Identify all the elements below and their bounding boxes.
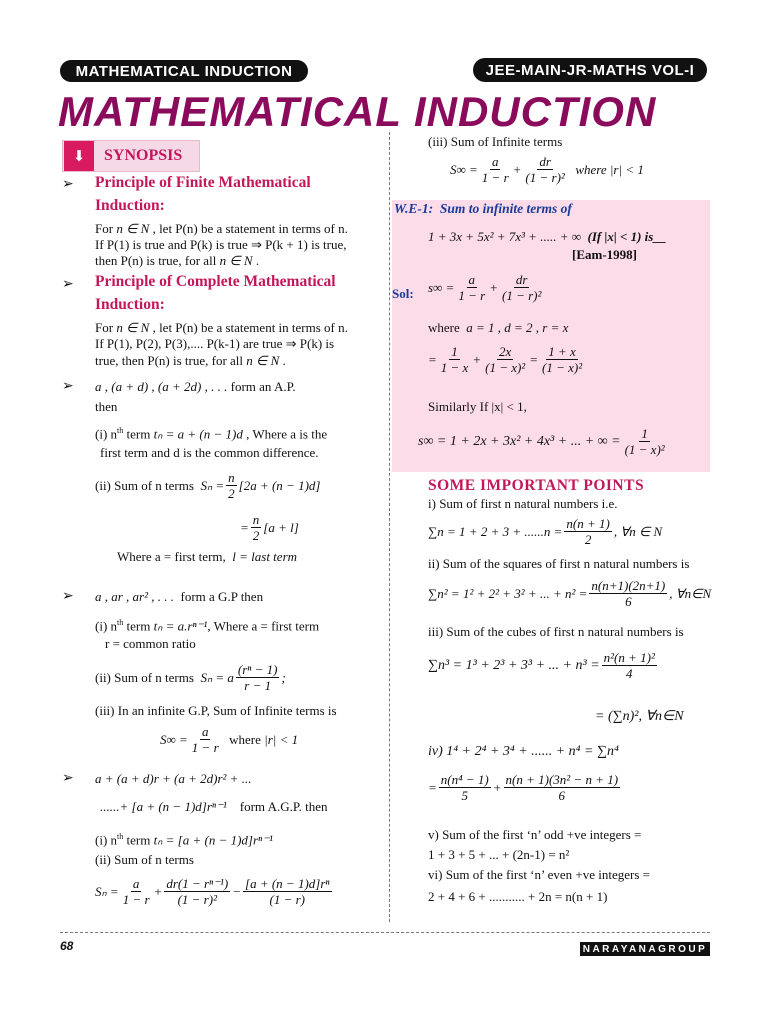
worked-example-ref: [Eam-1998]	[572, 247, 637, 262]
important-points-title: SOME IMPORTANT POINTS	[428, 477, 645, 494]
point-1-text: i) Sum of first n natural numbers i.e.	[428, 496, 618, 511]
gp-sum-formula: (ii) Sum of n terms Sₙ = a $\frac{\text{(rⁿ − 1)}}{r - 1}$ ;	[95, 662, 286, 693]
point-4-formula-2: = $\frac{\text{n(n⁴ − 1)}}{5}$ + $\frac{\text{n(n + 1)(3n² − n + 1)}}{6}$	[428, 772, 619, 803]
solution-formula: s∞ = $\frac{a}{1 - r}$ + $\frac{dr}{\text{(1 − r)²}}$	[428, 272, 542, 303]
point-1-formula: ∑n = 1 + 2 + 3 + ......n = $\frac{n(n + 1)}{2}$ , ∀n ∈ N	[428, 516, 663, 547]
bullet-arrow-icon: ➢	[62, 771, 74, 786]
point-5-text: v) Sum of the first ‘n’ odd +ve integers =	[428, 827, 642, 842]
ap-sum-formula-2: = $\frac{n}{2}$ [a + l]	[240, 512, 299, 543]
finite-line-1: For n ∈ N , let P(n) be a statement in terms of n.	[95, 221, 348, 236]
gp-infinite-formula: S∞ = $\frac{a}{1 - r}$ where |r| < 1	[160, 724, 299, 755]
ap-sequence: a , (a + d) , (a + 2d) , . . . form an A.P.	[95, 379, 296, 394]
chapter-pill-text: MATHEMATICAL INDUCTION	[75, 62, 293, 80]
gp-nth-term: (i) $n^{th}$ term tₙ = a.rⁿ⁻¹, Where a = first term	[95, 618, 320, 634]
page-title: MATHEMATICAL INDUCTION	[58, 88, 657, 135]
complete-line-3: true, then P(n) is true, for all n ∈ N .	[95, 353, 286, 368]
point-6-text: vi) Sum of the first ‘n’ even +ve integers =	[428, 867, 651, 882]
ap-nth-term: (i) $n^{th}$ term tₙ = a + (n − 1)d , Where a is the	[95, 426, 328, 442]
volume-pill	[473, 58, 707, 82]
bullet-arrow-icon: ➢	[62, 277, 74, 292]
finite-heading: Principle of Finite Mathematical	[95, 174, 311, 191]
ap-sum-formula: (ii) Sum of n terms Sₙ = $\frac{n}{2}$ [2a + (n − 1)d]	[95, 470, 321, 501]
complete-line-2: If P(1), P(2), P(3),.... P(k-1) are true ⇒ P(k) is	[95, 336, 335, 351]
page-number: 68	[60, 939, 74, 953]
ap-nth-term-cont: first term and d is the common difference.	[100, 445, 319, 460]
gp-infinite-label: (iii) In an infinite G.P, Sum of Infinite terms is	[95, 703, 337, 718]
solution-label: Sol:	[392, 286, 414, 301]
point-3-text: iii) Sum of the cubes of first n natural numbers is	[428, 624, 684, 639]
down-arrow-icon: ⬇	[64, 141, 94, 171]
solution-final: s∞ = 1 + 2x + 3x² + 4x³ + ... + ∞ = $\frac{1}{\text{(1 − x)²}}$	[418, 426, 665, 457]
solution-where: where a = 1 , d = 2 , r = x	[428, 320, 569, 335]
agp-sequence: a + (a + d)r + (a + 2d)r² + ...	[95, 771, 252, 786]
point-2-text: ii) Sum of the squares of first n natural numbers is	[428, 556, 690, 571]
ap-then: then	[95, 399, 118, 414]
point-3-formula-2: = (∑n)², ∀n∈N	[595, 709, 684, 724]
brand-footer: NARAYANAGROUP	[580, 942, 710, 956]
point-6-formula: 2 + 4 + 6 + ........... + 2n = n(n + 1)	[428, 889, 608, 904]
bullet-arrow-icon: ➢	[62, 589, 74, 604]
infinite-sum-label: (iii) Sum of Infinite terms	[428, 134, 563, 149]
column-divider	[389, 132, 390, 922]
point-2-formula: ∑n² = 1² + 2² + 3² + ... + n² = $\frac{n(n+1)(2n+1)}{6}$ , ∀n∈N	[428, 578, 712, 609]
solution-step-2: = $\frac{1}{1 - x}$ + $\frac{2x}{\text{(1 − x)²}}$ = $\frac{1 + x}{\text{(1 − x)²}}$	[428, 344, 583, 375]
volume-pill-text: JEE-MAIN-JR-MATHS VOL-I	[485, 61, 695, 79]
gp-ratio: r = common ratio	[105, 636, 196, 651]
finite-line-2: If P(1) is true and P(k) is true ⇒ P(k + 1) is true,	[95, 237, 347, 252]
worked-example-series: 1 + 3x + 5x² + 7x³ + ..... + ∞ (If |x| < 1) is__	[428, 229, 667, 244]
finite-line-3: then P(n) is true, for all n ∈ N .	[95, 253, 260, 268]
solution-similarly: Similarly If |x| < 1,	[428, 399, 527, 414]
agp-nth-term: (i) $n^{th}$ term tₙ = [a + (n − 1)d]rⁿ⁻¹	[95, 832, 273, 848]
ap-where: Where a = first term, l = last term	[117, 549, 298, 564]
footer-rule	[60, 932, 710, 933]
point-3-formula: ∑n³ = 1³ + 2³ + 3³ + ... + n³ = $\frac{\text{n²(n + 1)²}}{4}$	[428, 650, 655, 681]
synopsis-banner	[62, 140, 200, 172]
chapter-pill	[60, 60, 308, 82]
agp-sum-formula: Sₙ = $\frac{a}{1 - r}$ + $\frac{\text{dr(1 − rⁿ⁻¹)}}{\text{(1 − r)²}}$ − $\frac{\text{[a + (n − 1)d]rⁿ}}{(1 - r)}$	[95, 876, 330, 907]
complete-heading: Principle of Complete Mathematical	[95, 273, 336, 290]
complete-heading-cont: Induction:	[95, 296, 165, 313]
finite-heading-cont: Induction:	[95, 197, 165, 214]
agp-sequence-cont: ......+ [a + (n − 1)d]rⁿ⁻¹ form A.G.P. then	[100, 799, 328, 814]
point-4-formula: iv) 1⁴ + 2⁴ + 3⁴ + ...... + n⁴ = ∑n⁴	[428, 744, 619, 759]
complete-line-1: For n ∈ N , let P(n) be a statement in terms of n.	[95, 320, 348, 335]
worked-example-title: W.E-1: Sum to infinite terms of	[394, 201, 572, 216]
bullet-arrow-icon: ➢	[62, 379, 74, 394]
gp-sequence: a , ar , ar² , . . . form a G.P then	[95, 589, 264, 604]
infinite-sum-formula: S∞ = $\frac{a}{1 - r}$ + $\frac{dr}{\text{(1 − r)²}}$ where |r| < 1	[450, 154, 644, 185]
bullet-arrow-icon: ➢	[62, 177, 74, 192]
point-5-formula: 1 + 3 + 5 + ... + (2n-1) = n²	[428, 847, 570, 862]
synopsis-label: SYNOPSIS	[104, 147, 183, 164]
agp-sum-label: (ii) Sum of n terms	[95, 852, 194, 867]
